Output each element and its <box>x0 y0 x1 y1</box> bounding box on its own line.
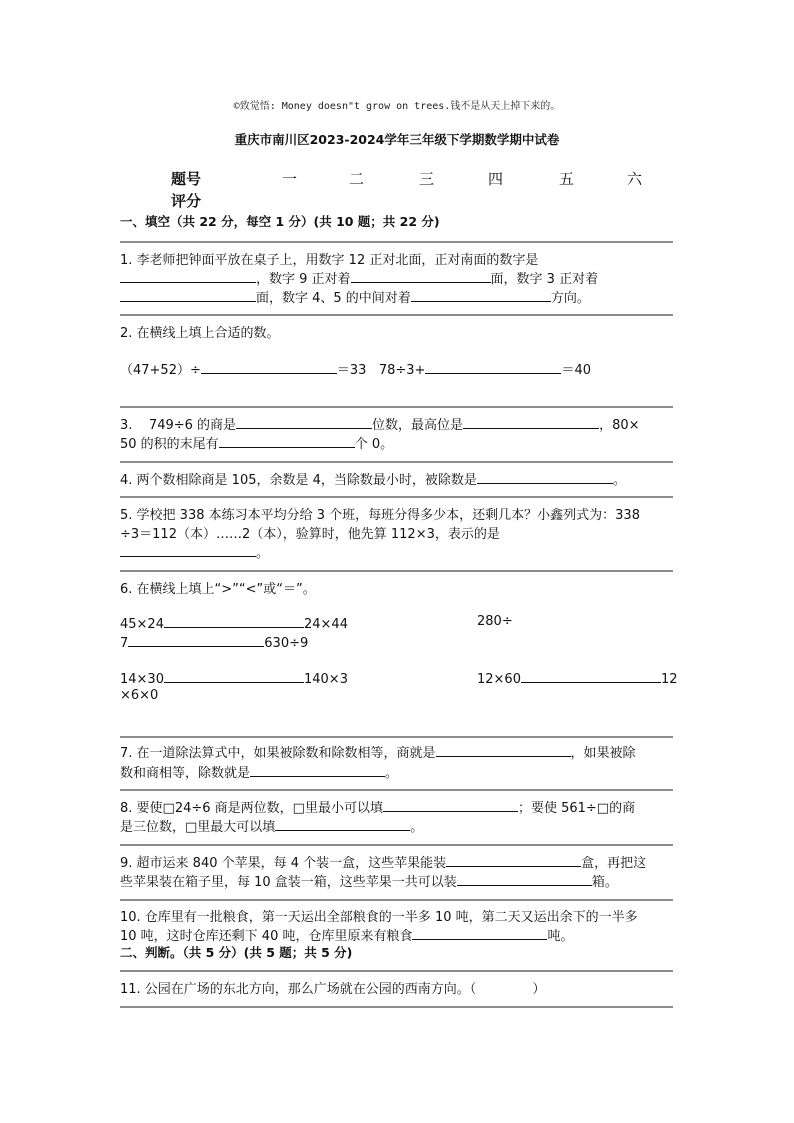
q7-line2 <box>120 762 398 781</box>
answer-blank[interactable] <box>128 633 264 647</box>
q9-text: 盒，再把这 <box>581 856 647 871</box>
q6-text: 24×44 <box>303 617 348 632</box>
q11-text: ） <box>532 982 546 997</box>
q2-text: ＝33 <box>336 363 367 378</box>
score-col-6: 六 <box>627 170 643 188</box>
score-table-header-label: 题号 <box>171 170 202 188</box>
q1-text: ，数字 9 正对着 <box>256 272 351 287</box>
q8-text: 。 <box>410 820 424 835</box>
answer-blank[interactable] <box>412 926 547 940</box>
score-col-5: 五 <box>559 170 575 188</box>
divider <box>120 406 673 408</box>
q1-line3 <box>120 287 590 306</box>
divider <box>120 970 673 972</box>
answer-blank[interactable] <box>457 872 592 886</box>
q6-compare-4b: ×6×0 <box>120 688 159 703</box>
q9-line2 <box>120 871 618 890</box>
q3-text: 个 0。 <box>354 437 394 452</box>
q1-line1: 1. 李老师把钟面平放在桌子上，用数字 12 正对北面，正对南面的数字是 <box>120 253 539 268</box>
score-table-row2-label: 评分 <box>171 192 202 210</box>
q2-text: 78÷3+ <box>378 363 426 378</box>
q10-line2 <box>120 925 574 944</box>
q2-text: （47+52）÷ <box>120 363 201 378</box>
q2-text: ＝40 <box>561 363 591 378</box>
q5-line1: 5. 学校把 338 本练习本平均分给 3 个班，每班分得多少本，还剩几本？小鑫列式为：338 <box>120 508 640 523</box>
q2-equations <box>120 359 591 378</box>
q1-text: 方向。 <box>550 291 590 306</box>
q6-compare-2a: 280÷ <box>477 614 513 629</box>
q7-line1 <box>120 742 636 761</box>
answer-blank[interactable] <box>436 743 571 757</box>
q7-text: 数和商相等，除数就是 <box>120 766 251 781</box>
answer-blank[interactable] <box>275 817 410 831</box>
q6-text: 12 <box>660 672 678 687</box>
q10-line1: 10. 仓库里有一批粮食，第一天运出全部粮食的一半多 10 吨，第二天又运出余下的一半多 <box>120 910 638 925</box>
q6-compare-3 <box>120 669 348 687</box>
q8-line1 <box>120 797 635 816</box>
answer-blank[interactable] <box>219 434 355 448</box>
q11-text: 11. 公园在广场的东北方向，那么广场就在公园的西南方向。（ <box>120 982 477 997</box>
section-2-heading: 二、判断。（共 5 分）(共 5 题；共 5 分) <box>120 945 353 960</box>
score-col-2: 二 <box>349 170 365 188</box>
q8-text: 8. 要使□24÷6 商是两位数，□里最小可以填 <box>120 801 383 816</box>
answer-blank[interactable] <box>463 415 599 429</box>
answer-blank[interactable] <box>120 543 256 557</box>
q3-text: 50 的积的末尾有 <box>120 437 219 452</box>
answer-blank[interactable] <box>446 853 581 867</box>
q2-prompt: 2. 在横线上填上合适的数。 <box>120 326 280 341</box>
q6-compare-4 <box>477 669 678 687</box>
answer-blank[interactable] <box>351 269 491 283</box>
q7-text: 。 <box>385 766 399 781</box>
q6-text: 12×60 <box>477 672 521 687</box>
divider <box>120 1006 673 1008</box>
score-col-4: 四 <box>488 170 504 188</box>
answer-blank[interactable] <box>201 360 337 374</box>
q10-text: 吨。 <box>547 929 574 944</box>
q6-compare-1 <box>120 614 348 632</box>
divider <box>120 461 673 463</box>
answer-blank[interactable] <box>120 288 256 302</box>
divider <box>120 314 673 316</box>
divider <box>120 570 673 572</box>
score-col-1: 一 <box>282 170 298 188</box>
q6-text: 7 <box>120 636 129 651</box>
divider <box>120 736 673 738</box>
answer-blank[interactable] <box>236 415 372 429</box>
q8-text: 是三位数，□里最大可以填 <box>120 820 276 835</box>
q5-line2: ÷3＝112（本）……2（本），验算时，他先算 112×3，表示的是 <box>120 527 500 542</box>
q11-line1 <box>120 978 545 997</box>
q6-prompt: 6. 在横线上填上“>”“<”或“＝”。 <box>120 582 316 597</box>
answer-blank[interactable] <box>164 669 304 683</box>
q5-text: 。 <box>256 546 270 561</box>
answer-blank[interactable] <box>521 669 661 683</box>
q1-line2 <box>120 268 598 287</box>
q8-text: ；要使 561÷□的商 <box>517 801 636 816</box>
q3-text: 3. 749÷6 的商是 <box>120 418 237 433</box>
q10-text: 10 吨，这时仓库还剩下 40 吨，仓库里原来有粮食 <box>120 929 413 944</box>
q9-line1 <box>120 852 646 871</box>
q1-text: 面，数字 4、5 的中间对着 <box>256 291 411 306</box>
q8-line2 <box>120 816 423 835</box>
answer-blank[interactable] <box>250 763 385 777</box>
header-banner: ©致觉悟: Money doesn"t grow on trees.钱不是从天上掉下来的。 <box>233 101 561 112</box>
section-1-heading: 一、填空（共 22 分，每空 1 分）(共 10 题；共 22 分) <box>120 214 440 229</box>
q6-text: 14×30 <box>120 672 164 687</box>
q4-text: 4. 两个数相除商是 105，余数是 4，当除数最小时，被除数是 <box>120 473 477 488</box>
q3-line2 <box>120 433 393 452</box>
q6-compare-2b <box>120 633 308 651</box>
q6-text: 630÷9 <box>264 636 309 651</box>
answer-blank[interactable] <box>477 470 613 484</box>
divider <box>120 844 673 846</box>
q1-text: 面，数字 3 正对着 <box>490 272 599 287</box>
q4-line1 <box>120 469 626 488</box>
q3-text: 位数，最高位是 <box>372 418 464 433</box>
divider <box>120 496 673 498</box>
q7-text: ，如果被除 <box>570 746 636 761</box>
q3-line1 <box>120 414 640 433</box>
q7-text: 7. 在一道除法算式中，如果被除数和除数相等，商就是 <box>120 746 436 761</box>
divider <box>120 899 673 901</box>
answer-blank[interactable] <box>383 798 518 812</box>
q6-text: 140×3 <box>303 672 348 687</box>
answer-blank[interactable] <box>164 614 304 628</box>
answer-blank[interactable] <box>411 288 551 302</box>
exam-title: 重庆市南川区2023-2024学年三年级下学期数学期中试卷 <box>234 132 560 147</box>
q5-line3 <box>120 542 269 561</box>
divider <box>120 241 673 243</box>
q9-text: 9. 超市运来 840 个苹果，每 4 个装一盒，这些苹果能装 <box>120 856 447 871</box>
q4-text: 。 <box>612 473 626 488</box>
q3-text: ，80× <box>599 418 640 433</box>
divider <box>120 789 673 791</box>
q9-text: 箱。 <box>591 875 618 890</box>
q9-text: 些苹果装在箱子里，每 10 盒装一箱，这些苹果一共可以装 <box>120 875 457 890</box>
answer-blank[interactable] <box>120 269 256 283</box>
answer-blank[interactable] <box>425 360 561 374</box>
q6-text: 45×24 <box>120 617 164 632</box>
score-col-3: 三 <box>419 170 435 188</box>
